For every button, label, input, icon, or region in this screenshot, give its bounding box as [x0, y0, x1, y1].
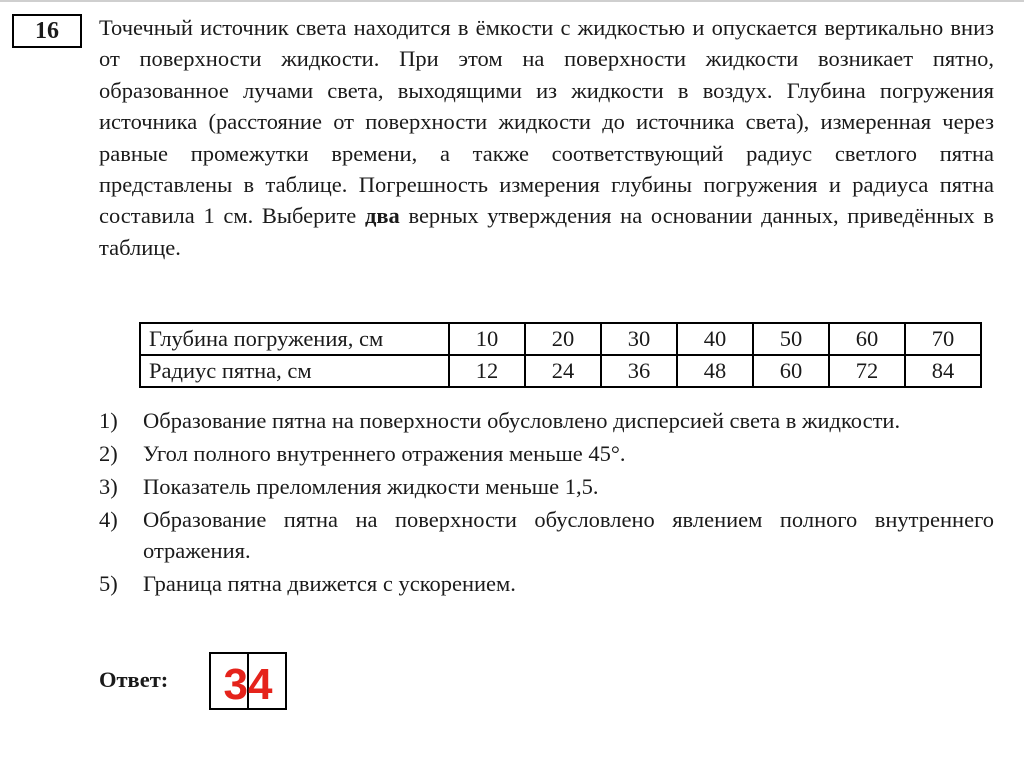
option-2 [99, 438, 994, 469]
table-cell: 60 [829, 323, 905, 355]
table-cell: 30 [601, 323, 677, 355]
table-row-radius [140, 355, 981, 387]
question-text-part: верных утверждения на основании данных, приведённых в таблице. [99, 203, 994, 260]
table-cell: 40 [677, 323, 753, 355]
table-cell: 84 [905, 355, 981, 387]
table-cell: 72 [829, 355, 905, 387]
row-header-radius: Радиус пятна, см [140, 355, 449, 387]
question-text-part: Точечный источник света находится в ёмкости с жидкостью и опускается вертикально вниз от поверхности жидкости. При этом на поверхности жидкости возникает пятно, образованное лучами света, выходящими из жидкости в воздух. Глубина погружения источника (расстояние от поверхности жидкости до источника света), измеренная через равные промежутки времени, а также соответствующий радиус светлого пятна представлены в таблице. Погрешность измерения глубины погружения и радиуса пятна составила 1 см. Выберите [99, 15, 994, 229]
top-divider [0, 0, 1024, 2]
table-cell: 12 [449, 355, 525, 387]
table-cell: 48 [677, 355, 753, 387]
option-number: 4) [99, 507, 118, 532]
question-text-emphasis: два [364, 203, 400, 229]
option-5 [99, 568, 994, 599]
table-cell: 50 [753, 323, 829, 355]
data-table [139, 322, 982, 388]
option-4 [99, 504, 994, 566]
answer-label: Ответ: [99, 667, 169, 692]
table-cell: 36 [601, 355, 677, 387]
table-cell: 10 [449, 323, 525, 355]
option-text: Показатель преломления жидкости меньше 1,5. [143, 474, 599, 499]
option-number: 2) [99, 441, 118, 466]
question-number-box: 16 [12, 14, 82, 48]
row-header-depth: Глубина погружения, см [140, 323, 449, 355]
option-text: Угол полного внутреннего отражения меньше 45°. [143, 441, 626, 466]
table-row-depth [140, 323, 981, 355]
answer-value: 34 [223, 660, 273, 709]
table-cell: 70 [905, 323, 981, 355]
option-number: 5) [99, 571, 118, 596]
option-text: Образование пятна на поверхности обусловлено дисперсией света в жидкости. [143, 408, 901, 433]
option-number: 1) [99, 408, 118, 433]
option-text: Граница пятна движется с ускорением. [143, 571, 516, 596]
option-1 [99, 405, 994, 436]
question-text [99, 12, 994, 263]
table-cell: 60 [753, 355, 829, 387]
option-text: Образование пятна на поверхности обусловлено явлением полного внутреннего отражения. [143, 507, 994, 563]
table-cell: 20 [525, 323, 601, 355]
option-3 [99, 471, 994, 502]
table-cell: 24 [525, 355, 601, 387]
option-number: 3) [99, 474, 118, 499]
answer-options [99, 405, 994, 601]
